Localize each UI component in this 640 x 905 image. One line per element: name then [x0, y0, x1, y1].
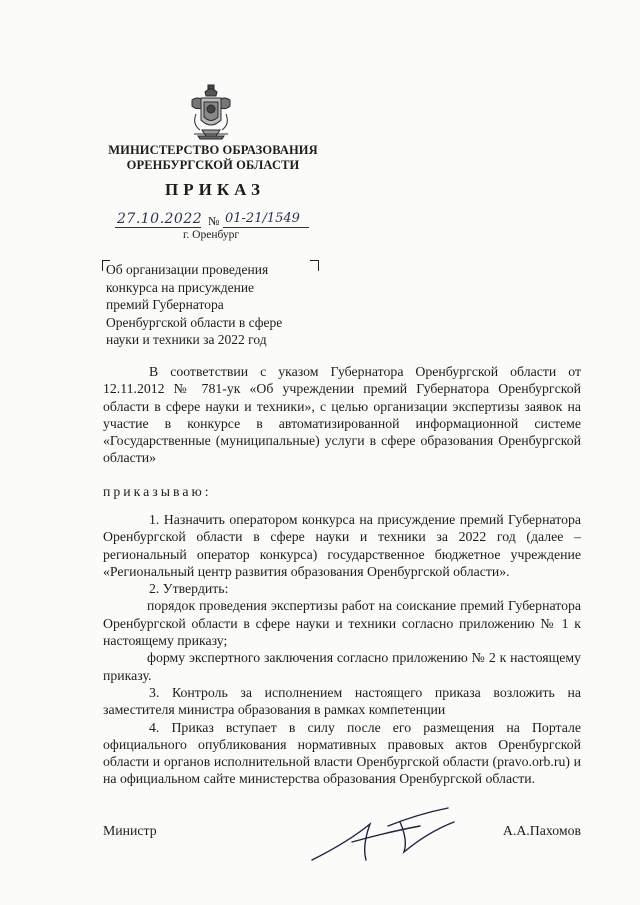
subject-block	[106, 261, 306, 349]
subject-line: Об организации проведения	[106, 262, 269, 277]
handwritten-date: 27.10.2022	[117, 211, 203, 227]
order-item-2: 2. Утвердить:	[149, 581, 229, 597]
subject-line: науки и техники за 2022 год	[106, 332, 267, 347]
handwritten-signature	[308, 802, 458, 868]
signer-role: Министр	[103, 823, 157, 838]
order-item-3: 3. Контроль за исполнением настоящего приказа возложить на заместителя министра образования в рамках компетенции	[103, 684, 581, 718]
ministry-line-1: МИНИСТЕРСТВО ОБРАЗОВАНИЯ	[108, 143, 318, 157]
ministry-line-2: ОРЕНБУРГСКОЙ ОБЛАСТИ	[126, 158, 300, 172]
city-label: г. Оренбург	[183, 229, 240, 241]
number-sign: №	[208, 214, 220, 228]
ministry-name	[102, 143, 324, 173]
order-item-4: 4. Приказ вступает в силу после его размещения на Портале официального опубликования нормативных правовых актов Оренбургской области и органов исполнительной власти Оренбургской области (pravo.orb.ru) и на официальном сайте министерства образования Оренбургской области.	[103, 719, 581, 787]
handwritten-number: 01-21/1549	[225, 211, 300, 226]
subject-bracket-right	[310, 260, 319, 271]
document-type-title: ПРИКАЗ	[165, 180, 265, 199]
subject-line: конкурса на присуждение	[106, 279, 255, 295]
date-underline	[115, 227, 201, 228]
order-item-2-procedure: порядок проведения экспертизы работ на соискание премий Губернатора Оренбургской области в сфере науки и техники согласно приложению № 1 к настоящему приказу;	[103, 598, 581, 649]
order-items	[103, 511, 581, 788]
order-item-2-form: форму экспертного заключения согласно приложению № 2 к настоящему приказу.	[103, 650, 581, 683]
subject-line: Оренбургской области в сфере	[106, 314, 283, 330]
order-item-1: 1. Назначить оператором конкурса на присуждение премий Губернатора Оренбургской области в сфере науки и техники за 2022 год (далее – региональный оператор конкурса) государственное бюджетное учреждение «Региональный центр развития образования Оренбургской области».	[103, 512, 581, 579]
subject-line: премий Губернатора	[106, 297, 224, 312]
date-number-block	[113, 208, 313, 248]
number-underline	[223, 227, 309, 228]
signer-name: А.А.Пахомов	[502, 823, 581, 838]
coat-of-arms-emblem	[188, 84, 234, 140]
orders-keyword: приказываю:	[103, 484, 212, 499]
intro-text: В соответствии с указом Губернатора Оренбургской области от 12.11.2012 № 781-ук «Об учреждении премий Губернатора Оренбургской области в сфере науки и техники», с целью организации экспертизы заявок на участие в конкурсе в автоматизированной информационной системе «Государственные (муниципальные) услуги в сфере образования Оренбургской области»	[103, 364, 581, 466]
intro-paragraph	[103, 363, 581, 467]
